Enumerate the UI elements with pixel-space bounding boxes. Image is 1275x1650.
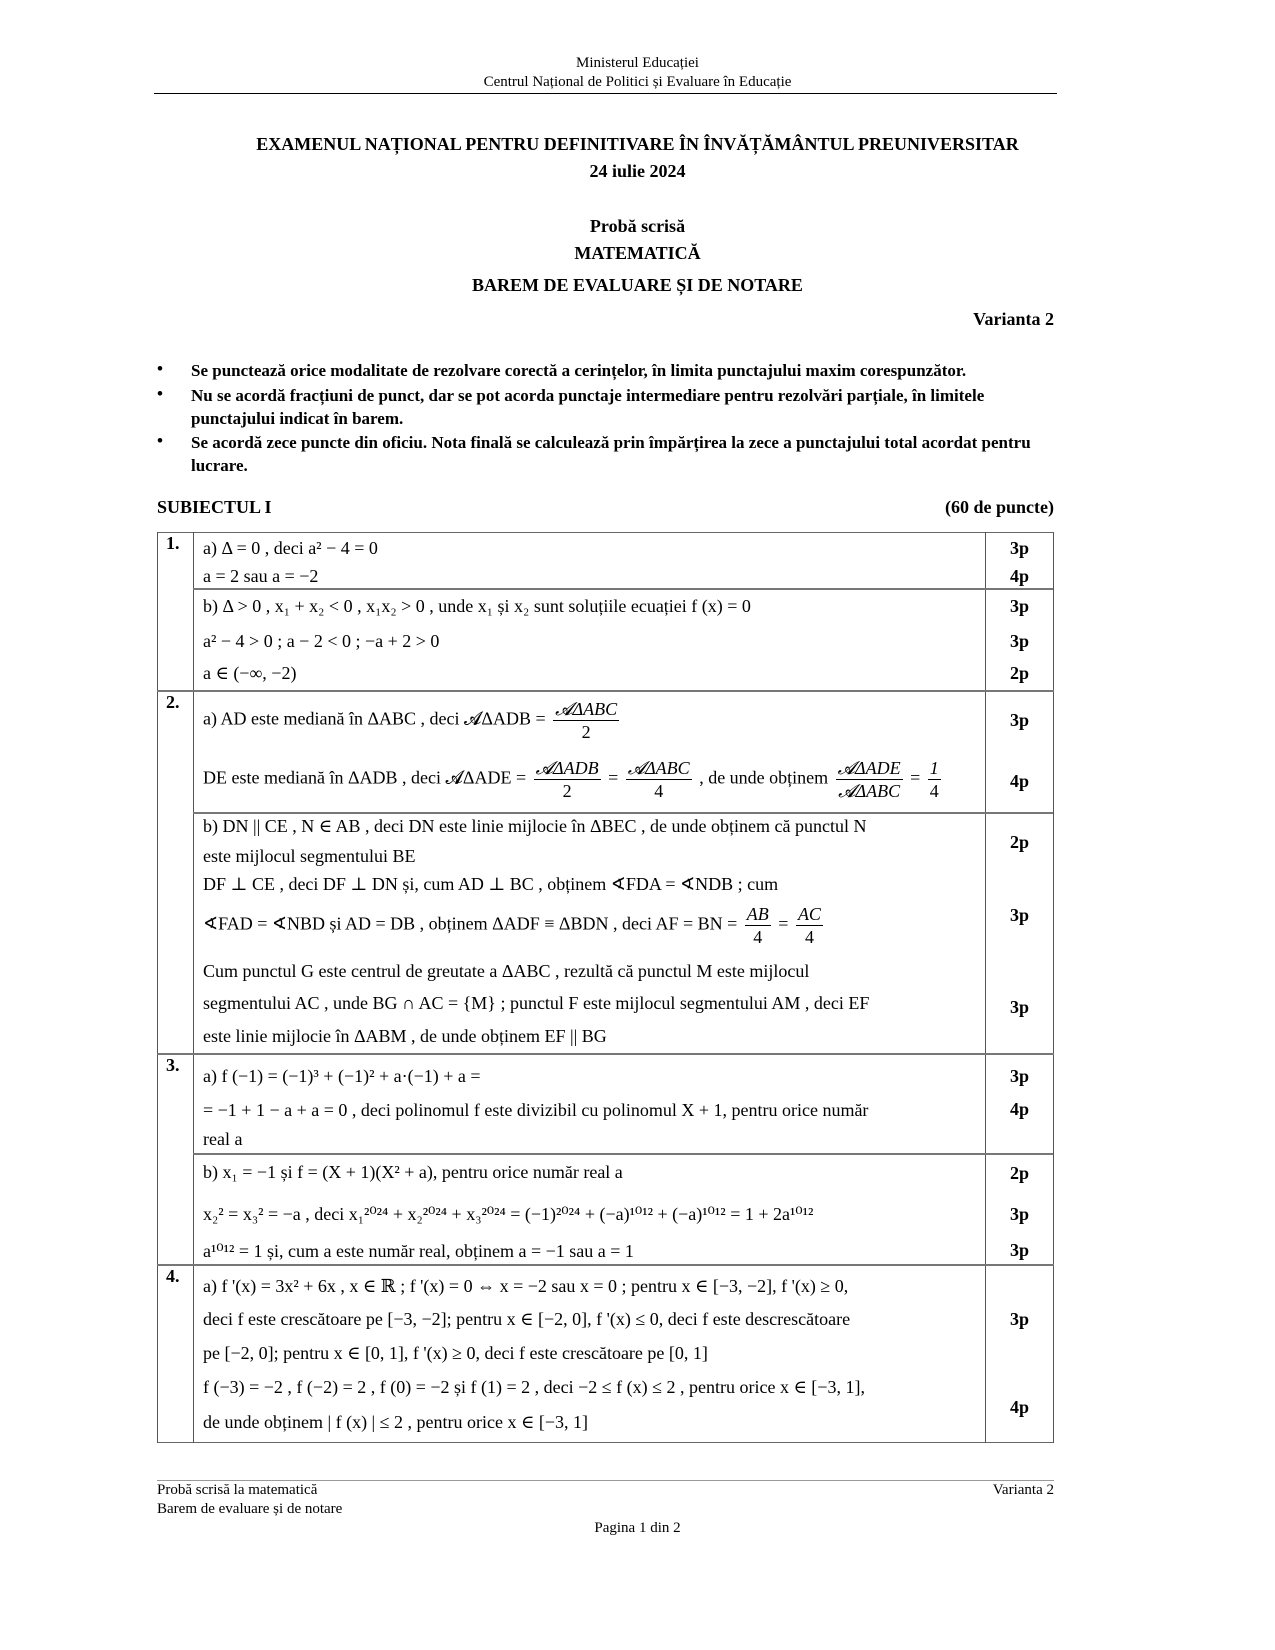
- points: 3p: [1009, 631, 1029, 651]
- header-ministry: Ministerul Educației: [576, 55, 699, 71]
- solution-line: b) x₁ = −1 și f = (X + 1)(X² + a), pentru orice număr real a: [203, 1162, 623, 1182]
- footer-variant: Varianta 2: [992, 1482, 1054, 1498]
- solution-line: a ∈ (−∞, −2): [203, 663, 297, 683]
- points: 3p: [1009, 1066, 1029, 1086]
- solution-line: a² − 4 > 0 ; a − 2 < 0 ; −a + 2 > 0: [203, 631, 440, 651]
- instruction: Se acordă zece puncte din oficiu. Nota finală se calculează prin împărțirea la zece a punctajului total acordat pentru lucrare.: [191, 433, 1031, 475]
- header-rule: [154, 93, 1057, 94]
- solution-line: b) Δ > 0 , x₁ + x₂ < 0 , x₁x₂ > 0 , unde x₁ și x₂ sunt soluțiile ecuației f (x) = 0: [203, 596, 751, 616]
- solution-line: x₂² = x₃² = −a , deci x₁²⁰²⁴ + x₂²⁰²⁴ + x₃²⁰²⁴ = (−1)²⁰²⁴ + (−a)¹⁰¹² + (−a)¹⁰¹² = 1 + 2a¹⁰¹²: [203, 1204, 814, 1224]
- footer-rule: [157, 1480, 1054, 1481]
- solution-line: DF ⊥ CE , deci DF ⊥ DN și, cum AD ⊥ BC , obținem ∢FDA = ∢NDB ; cum: [203, 874, 779, 894]
- barem-title: BAREM DE EVALUARE ȘI DE NOTARE: [472, 275, 803, 295]
- bullet: •: [157, 431, 163, 450]
- numerator: AB: [746, 904, 769, 924]
- points: 4p: [1009, 1397, 1029, 1417]
- fraction: [534, 757, 601, 802]
- solution-line: a) Δ = 0 , deci a² − 4 = 0: [203, 538, 378, 558]
- fraction: [928, 757, 941, 802]
- instruction: Se punctează orice modalitate de rezolvare corectă a cerințelor, în limita punctajului maxim corespunzător.: [191, 361, 967, 380]
- item-number: 4.: [166, 1266, 180, 1286]
- bullet: •: [157, 359, 163, 378]
- fraction: [745, 903, 771, 948]
- fraction: [836, 757, 903, 802]
- numerator: 𝓐ΔABC: [627, 758, 690, 778]
- solution-line: b) DN || CE , N ∈ AB , deci DN este linie mijlocie în ΔBEC , de unde obținem că punctul N: [203, 816, 867, 836]
- points: 3p: [1009, 710, 1029, 730]
- page-number: Pagina 1 din 2: [594, 1520, 681, 1536]
- solution-line: real a: [203, 1129, 243, 1149]
- numerator: AC: [797, 904, 821, 924]
- solution-line: Cum punctul G este centrul de greutate a ΔABC , rezultă că punctul M este mijlocul: [203, 961, 810, 981]
- numerator: 𝓐ΔABC: [555, 699, 618, 719]
- solution-line: a¹⁰¹² = 1 și, cum a este număr real, obținem a = −1 sau a = 1: [203, 1241, 634, 1261]
- solution-line: de unde obținem | f (x) | ≤ 2 , pentru orice x ∈ [−3, 1]: [203, 1412, 588, 1432]
- variant: Varianta 2: [973, 309, 1054, 329]
- points: 3p: [1009, 905, 1029, 925]
- equals: =: [778, 913, 789, 934]
- points: 2p: [1009, 663, 1029, 683]
- exam-title: EXAMENUL NAȚIONAL PENTRU DEFINITIVARE ÎN ÎNVĂȚĂMÂNTUL PREUNIVERSITAR: [256, 134, 1019, 154]
- solution-line: pe [−2, 0]; pentru x ∈ [0, 1], f '(x) ≥ 0, deci f este crescătoare pe [0, 1]: [203, 1343, 708, 1363]
- solution-line: segmentului AC , unde BG ∩ AC = {M} ; punctul F este mijlocul segmentului AM , deci EF: [203, 993, 870, 1013]
- footer-left-1: Probă scrisă la matematică: [157, 1482, 318, 1498]
- solution-line: a) f '(x) = 3x² + 6x , x ∈ ℝ ; f '(x) = 0 ⇔ x = −2 sau x = 0 ; pentru x ∈ [−3, −2], f '(x) ≥ 0,: [203, 1276, 849, 1296]
- footer-left-2: Barem de evaluare și de notare: [157, 1501, 343, 1517]
- fraction: [626, 757, 692, 802]
- numerator: 𝓐ΔADB: [535, 758, 599, 778]
- solution-line: deci f este crescătoare pe [−3, −2]; pentru x ∈ [−2, 0], f '(x) ≤ 0, deci f este descrescătoare: [203, 1309, 851, 1329]
- points: 4p: [1009, 771, 1029, 791]
- text: DE este mediană în ΔADB , deci 𝓐ΔADE =: [203, 767, 527, 788]
- solution-line: a) f (−1) = (−1)³ + (−1)² + a·(−1) + a =: [203, 1066, 481, 1086]
- fraction: [796, 903, 823, 948]
- subject: MATEMATICĂ: [574, 243, 701, 263]
- solution-line: f (−3) = −2 , f (−2) = 2 , f (0) = −2 și f (1) = 2 , deci −2 ≤ f (x) ≤ 2 , pentru orice x ∈ [−3, 1],: [203, 1377, 865, 1397]
- equals: =: [910, 767, 921, 788]
- text: , de unde obținem: [699, 767, 829, 788]
- numerator: 𝓐ΔADE: [837, 758, 901, 778]
- points: 2p: [1009, 1163, 1029, 1183]
- denominator: 𝓐ΔABC: [838, 781, 901, 801]
- denominator: 4: [753, 927, 763, 947]
- solution-line: a = 2 sau a = −2: [203, 566, 319, 586]
- points: 3p: [1009, 1240, 1029, 1260]
- solution-line: [203, 757, 944, 802]
- text: a) AD este mediană în ΔABC , deci 𝓐ΔADB =: [203, 708, 546, 729]
- fraction: [553, 698, 619, 743]
- denominator: 2: [562, 781, 572, 801]
- equals: =: [608, 767, 619, 788]
- item-number: 3.: [166, 1055, 180, 1075]
- section-points: (60 de puncte): [945, 497, 1054, 517]
- points: 3p: [1009, 1309, 1029, 1329]
- item-number: 2.: [166, 692, 180, 712]
- denominator: 4: [804, 927, 814, 947]
- solution-line: [203, 698, 622, 743]
- proba: Probă scrisă: [589, 216, 686, 236]
- denominator: 4: [929, 781, 939, 801]
- points: 3p: [1009, 538, 1029, 558]
- points: 4p: [1009, 566, 1029, 586]
- points: 3p: [1009, 596, 1029, 616]
- solution-line: = −1 + 1 − a + a = 0 , deci polinomul f este divizibil cu polinomul X + 1, pentru orice număr: [203, 1100, 869, 1120]
- points: 3p: [1009, 1204, 1029, 1224]
- item-number: 1.: [166, 533, 180, 553]
- solution-line: [203, 903, 826, 948]
- solution-line: este mijlocul segmentului BE: [203, 846, 416, 866]
- denominator: 4: [654, 781, 664, 801]
- points: 4p: [1009, 1099, 1029, 1119]
- instruction: Nu se acordă fracțiuni de punct, dar se pot acorda punctaje intermediare pentru rezolvări parțiale, în limitele punctajului indicat în barem.: [191, 386, 985, 428]
- bullet: •: [157, 384, 163, 403]
- points: 3p: [1009, 997, 1029, 1017]
- exam-date: 24 iulie 2024: [589, 161, 686, 181]
- denominator: 2: [581, 722, 591, 742]
- section-title: SUBIECTUL I: [157, 497, 272, 517]
- numerator: 1: [929, 758, 939, 778]
- header-center: Centrul Național de Politici și Evaluare în Educație: [483, 74, 792, 90]
- solution-line: este linie mijlocie în ΔABM , de unde obținem EF || BG: [203, 1026, 607, 1046]
- points: 2p: [1009, 832, 1029, 852]
- text: ∢FAD = ∢NBD și AD = DB , obținem ΔADF ≡ ΔBDN , deci AF = BN =: [203, 913, 738, 934]
